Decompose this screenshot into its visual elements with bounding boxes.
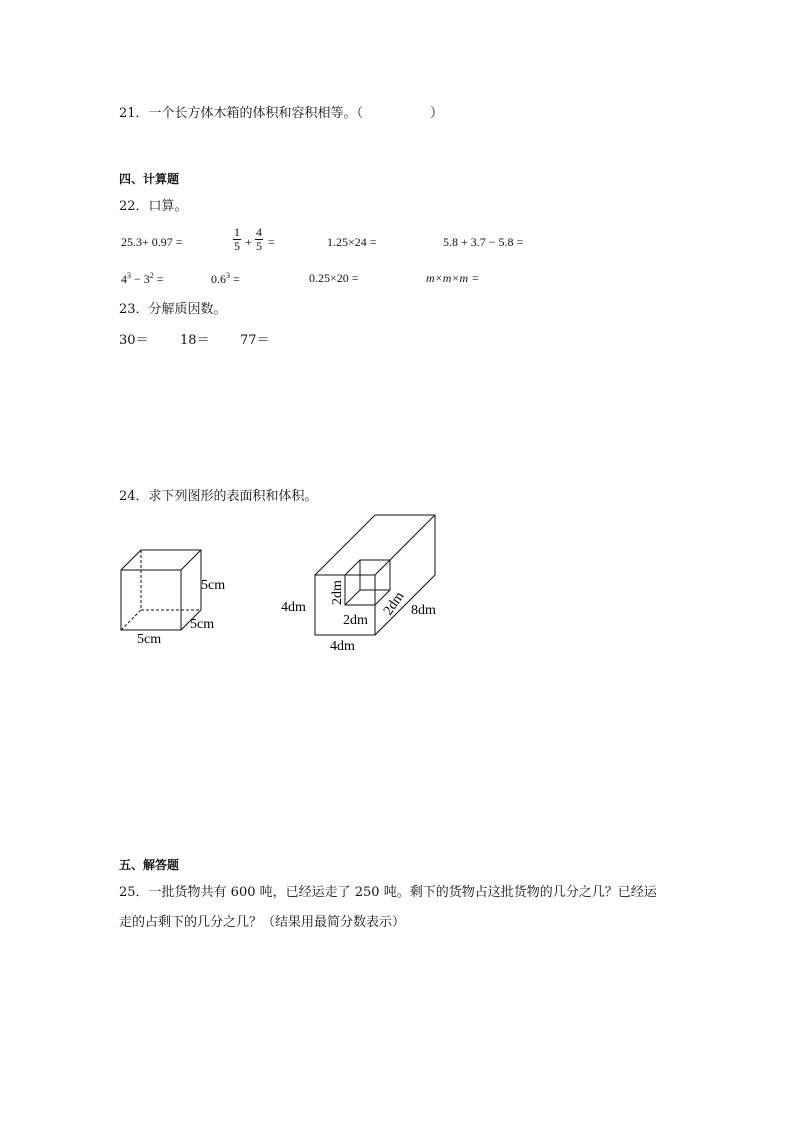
hole-width-label: 2dm bbox=[343, 613, 368, 628]
cube-width-label: 5cm bbox=[137, 632, 162, 647]
q21-statement: 21．一个长方体木箱的体积和容积相等。（ bbox=[119, 106, 364, 121]
fraction-2-numerator: 4 bbox=[256, 225, 262, 239]
q22-plus-sign: + bbox=[245, 235, 252, 249]
equals-sign: = bbox=[230, 272, 240, 286]
prism-length-label: 8dm bbox=[411, 603, 436, 618]
power-exponent: 3 bbox=[127, 271, 131, 280]
prism-width-label: 4dm bbox=[330, 639, 355, 654]
q22-expr-5 bbox=[121, 272, 164, 285]
q25-line-2: 走的占剩下的几分之几？（结果用最简分数表示） bbox=[119, 915, 406, 930]
power-exponent: 2 bbox=[149, 271, 154, 280]
power-base: 0.6 bbox=[211, 272, 226, 286]
power-base: 3 bbox=[143, 272, 150, 286]
prism-height-label: 4dm bbox=[281, 600, 306, 615]
fraction-2-denominator: 5 bbox=[256, 239, 262, 254]
minus-sign: − bbox=[131, 272, 144, 286]
cube-figure bbox=[116, 545, 256, 655]
cube-depth-label: 5cm bbox=[190, 617, 215, 632]
q22-fraction-equals: = bbox=[268, 235, 275, 249]
q22-expr-1: 25.3+ 0.97 = bbox=[121, 235, 183, 249]
equals-sign: = bbox=[153, 272, 164, 286]
power-base: 4 bbox=[121, 272, 127, 286]
q23-item-18: 18＝ bbox=[180, 333, 210, 348]
q22-expr-8: m×m×m = bbox=[426, 271, 480, 285]
q22-expr-4: 5.8 + 3.7 − 5.8 = bbox=[443, 235, 524, 249]
hole-depth-label: 2dm bbox=[380, 589, 408, 619]
q22-expr-7: 0.25×20 = bbox=[309, 271, 359, 285]
q22-title: 22．口算。 bbox=[119, 199, 188, 214]
fraction-1-denominator: 5 bbox=[234, 239, 240, 254]
q22-expr-3: 1.25×24 = bbox=[327, 235, 377, 249]
hole-height-label: 2dm bbox=[330, 580, 345, 605]
q21-text bbox=[119, 107, 363, 120]
q23-title: 23．分解质因数。 bbox=[119, 302, 227, 317]
section4-title: 四、计算题 bbox=[119, 172, 180, 186]
q22-fraction-1 bbox=[233, 226, 241, 253]
prism-figure bbox=[280, 510, 460, 660]
q25-line-1: 25．一批货物共有 600 吨，已经运走了 250 吨。剩下的货物占这批货物的几分之几？已经运 bbox=[119, 885, 657, 900]
power-exponent: 3 bbox=[226, 271, 230, 280]
q22-expr-6 bbox=[211, 272, 240, 285]
q23-item-77: 77＝ bbox=[240, 333, 270, 348]
q23-item-30: 30＝ bbox=[119, 333, 149, 348]
q22-fraction-2 bbox=[255, 226, 263, 253]
q21-answer-close: ） bbox=[430, 106, 444, 121]
cube-height-label: 5cm bbox=[201, 578, 226, 593]
section5-title: 五、解答题 bbox=[119, 858, 180, 872]
q24-title: 24．求下列图形的表面积和体积。 bbox=[119, 489, 318, 504]
fraction-1-numerator: 1 bbox=[234, 225, 240, 239]
